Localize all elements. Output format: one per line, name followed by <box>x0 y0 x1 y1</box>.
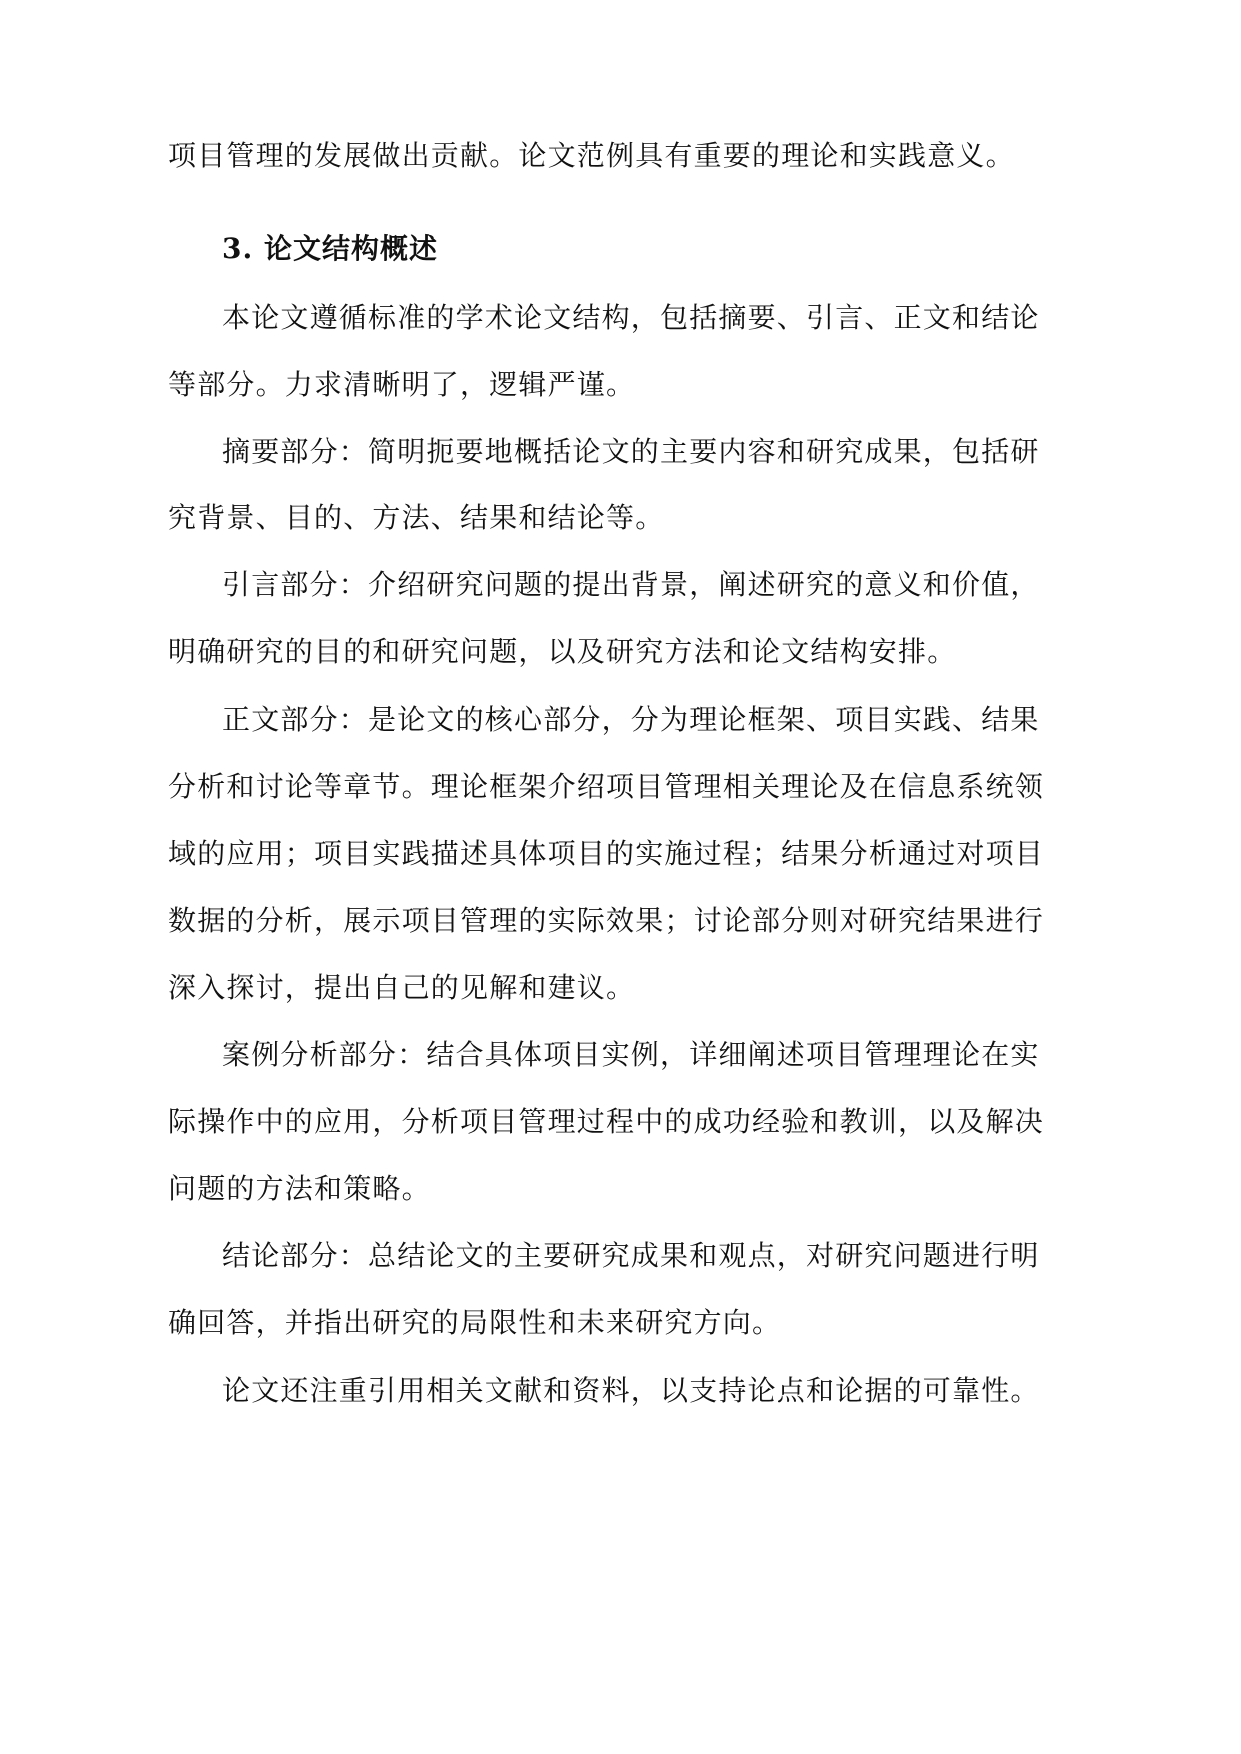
paragraph-references-line-1: 论文还注重引用相关文献和资料，以支持论点和论据的可靠性。 <box>222 1374 1040 1407</box>
paragraph-case-analysis-line-3: 问题的方法和策略。 <box>168 1172 431 1205</box>
intro-tail-line: 项目管理的发展做出贡献。论文范例具有重要的理论和实践意义。 <box>168 139 1015 172</box>
section-heading: 3. 论文结构概述 <box>222 232 438 265</box>
paragraph-structure-overview-line-2: 等部分。力求清晰明了，逻辑严谨。 <box>168 368 636 401</box>
paragraph-abstract-line-1: 摘要部分：简明扼要地概括论文的主要内容和研究成果，包括研 <box>222 435 1040 468</box>
paragraph-introduction-line-1: 引言部分：介绍研究问题的提出背景，阐述研究的意义和价值， <box>222 568 1040 601</box>
paragraph-structure-overview-line-1: 本论文遵循标准的学术论文结构，包括摘要、引言、正文和结论 <box>222 301 1040 334</box>
paragraph-conclusion-line-2: 确回答，并指出研究的局限性和未来研究方向。 <box>168 1306 782 1339</box>
paragraph-conclusion-line-1: 结论部分：总结论文的主要研究成果和观点，对研究问题进行明 <box>222 1239 1040 1272</box>
paragraph-case-analysis-line-1: 案例分析部分：结合具体项目实例，详细阐述项目管理理论在实 <box>222 1038 1040 1071</box>
paragraph-body-line-2: 分析和讨论等章节。理论框架介绍项目管理相关理论及在信息系统领 <box>168 770 1045 803</box>
paragraph-case-analysis-line-2: 际操作中的应用，分析项目管理过程中的成功经验和教训，以及解决 <box>168 1105 1045 1138</box>
paragraph-body-line-3: 域的应用；项目实践描述具体项目的实施过程；结果分析通过对项目 <box>168 837 1045 870</box>
paragraph-introduction-line-2: 明确研究的目的和研究问题，以及研究方法和论文结构安排。 <box>168 635 957 668</box>
paragraph-abstract-line-2: 究背景、目的、方法、结果和结论等。 <box>168 501 665 534</box>
paragraph-body-line-1: 正文部分：是论文的核心部分，分为理论框架、项目实践、结果 <box>222 703 1040 736</box>
paragraph-body-line-5: 深入探讨，提出自己的见解和建议。 <box>168 971 636 1004</box>
paragraph-body-line-4: 数据的分析，展示项目管理的实际效果；讨论部分则对研究结果进行 <box>168 904 1045 937</box>
